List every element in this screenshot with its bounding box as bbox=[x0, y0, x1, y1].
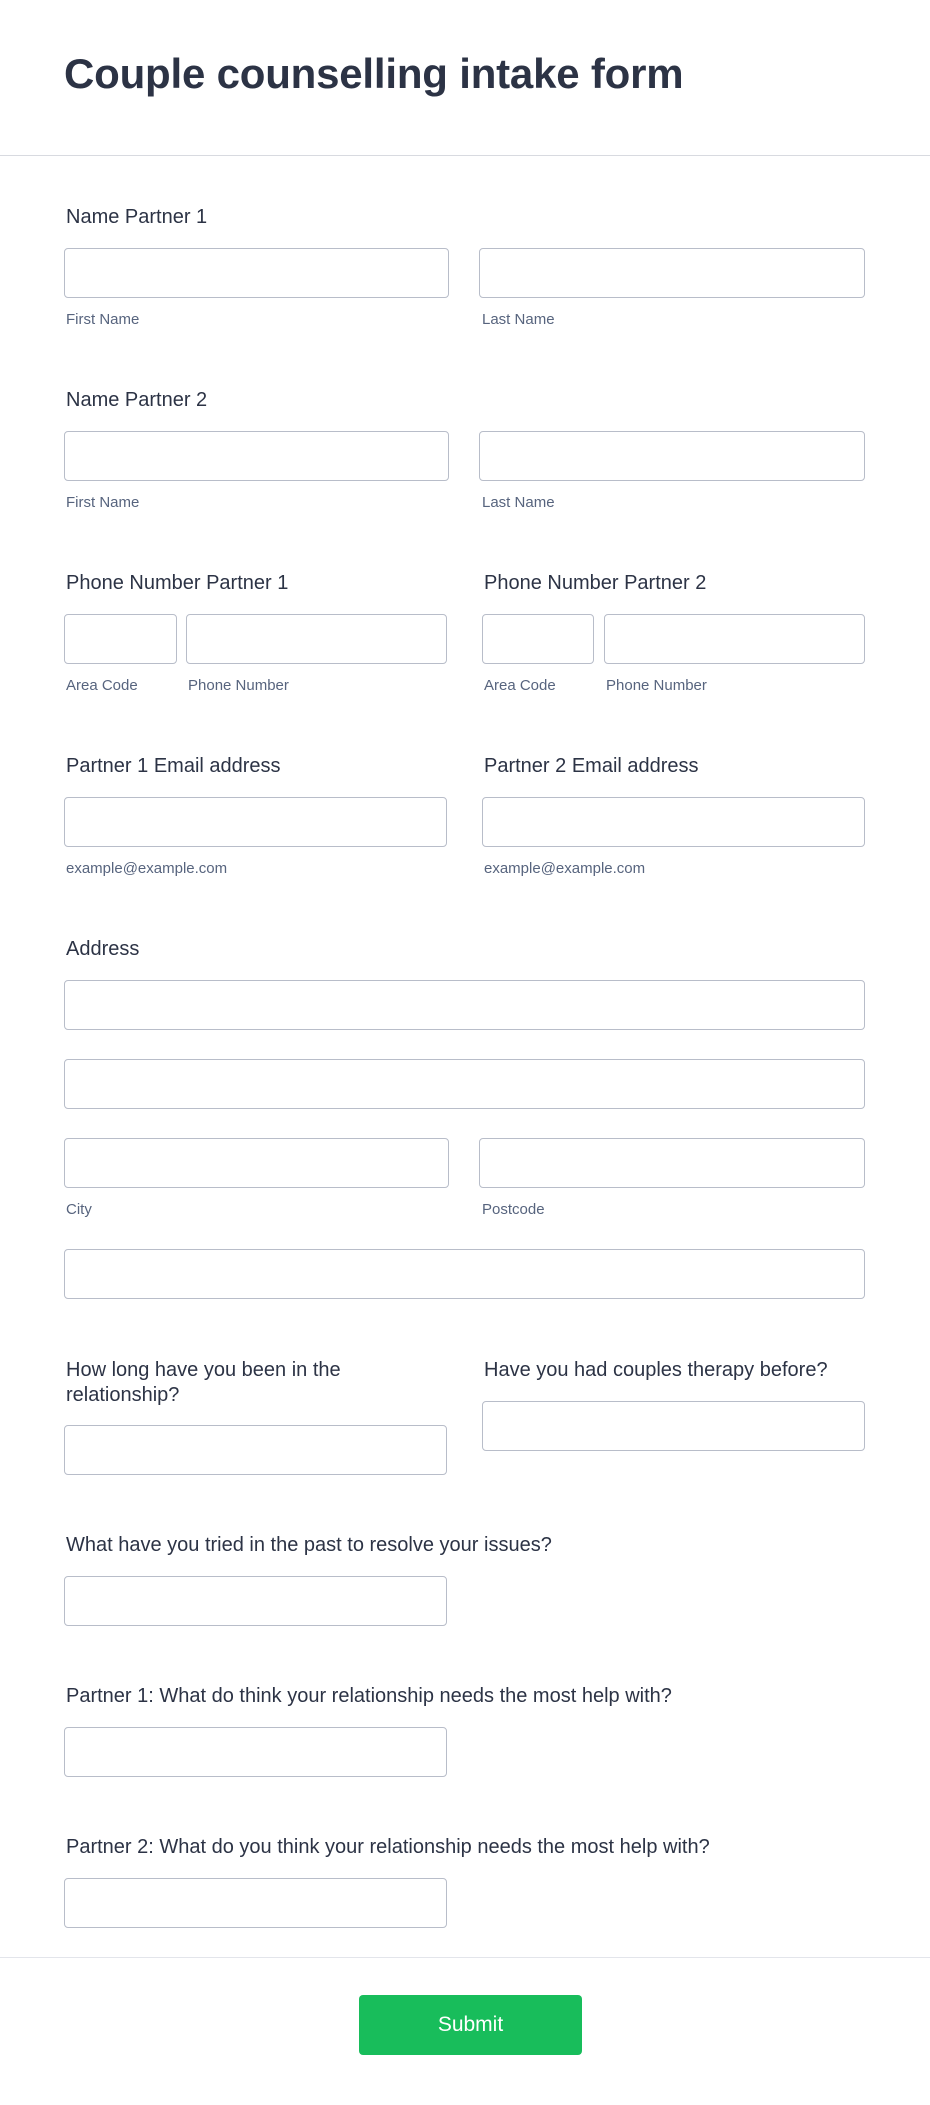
partner1-needs-input[interactable] bbox=[64, 1727, 447, 1777]
address-line1-input[interactable] bbox=[64, 980, 865, 1030]
relationship-length-input[interactable] bbox=[64, 1425, 447, 1475]
postcode-input[interactable] bbox=[479, 1138, 865, 1188]
form-title: Couple counselling intake form bbox=[64, 50, 684, 97]
postcode-sublabel: Postcode bbox=[482, 1201, 545, 1218]
email2-input[interactable] bbox=[482, 797, 865, 847]
past-attempts-input[interactable] bbox=[64, 1576, 447, 1626]
email1-sublabel: example@example.com bbox=[66, 860, 228, 877]
phone1-number-input[interactable] bbox=[186, 614, 447, 664]
submit-button[interactable]: Submit bbox=[359, 1995, 582, 2055]
partner2-needs-label: Partner 2: What do you think your relationship needs the most help with? bbox=[66, 1836, 710, 1858]
city-input[interactable] bbox=[64, 1138, 449, 1188]
partner1-name-label: Name Partner 1 bbox=[66, 206, 208, 228]
partner2-name-label: Name Partner 2 bbox=[66, 389, 208, 411]
partner1-needs-label: Partner 1: What do think your relationship needs the most help with? bbox=[66, 1685, 672, 1707]
email1-label: Partner 1 Email address bbox=[66, 755, 281, 777]
phone1-area-code-sublabel: Area Code bbox=[66, 677, 138, 694]
partner1-first-name-sublabel: First Name bbox=[66, 311, 140, 328]
relationship-length-label: How long have you been in the relationship? bbox=[66, 1359, 341, 1406]
phone2-area-code-input[interactable] bbox=[482, 614, 594, 664]
address-extra-input[interactable] bbox=[64, 1249, 865, 1299]
phone1-number-sublabel: Phone Number bbox=[188, 677, 289, 694]
partner2-needs-input[interactable] bbox=[64, 1878, 447, 1928]
past-attempts-label: What have you tried in the past to resolve your issues? bbox=[66, 1534, 552, 1556]
phone2-number-sublabel: Phone Number bbox=[606, 677, 707, 694]
address-label: Address bbox=[66, 938, 140, 960]
prior-therapy-input[interactable] bbox=[482, 1401, 865, 1451]
phone1-area-code-input[interactable] bbox=[64, 614, 177, 664]
phone2-label: Phone Number Partner 2 bbox=[484, 572, 707, 594]
email2-sublabel: example@example.com bbox=[484, 860, 646, 877]
email2-label: Partner 2 Email address bbox=[484, 755, 699, 777]
prior-therapy-label: Have you had couples therapy before? bbox=[484, 1359, 828, 1381]
phone2-number-input[interactable] bbox=[604, 614, 865, 664]
partner1-first-name-input[interactable] bbox=[64, 248, 449, 298]
phone2-area-code-sublabel: Area Code bbox=[484, 677, 556, 694]
partner2-last-name-sublabel: Last Name bbox=[482, 494, 555, 511]
partner2-first-name-input[interactable] bbox=[64, 431, 449, 481]
phone1-label: Phone Number Partner 1 bbox=[66, 572, 289, 594]
partner2-last-name-input[interactable] bbox=[479, 431, 865, 481]
form-header bbox=[0, 0, 930, 156]
address-line2-input[interactable] bbox=[64, 1059, 865, 1109]
partner1-last-name-input[interactable] bbox=[479, 248, 865, 298]
email1-input[interactable] bbox=[64, 797, 447, 847]
city-sublabel: City bbox=[66, 1201, 92, 1218]
partner2-first-name-sublabel: First Name bbox=[66, 494, 140, 511]
partner1-last-name-sublabel: Last Name bbox=[482, 311, 555, 328]
